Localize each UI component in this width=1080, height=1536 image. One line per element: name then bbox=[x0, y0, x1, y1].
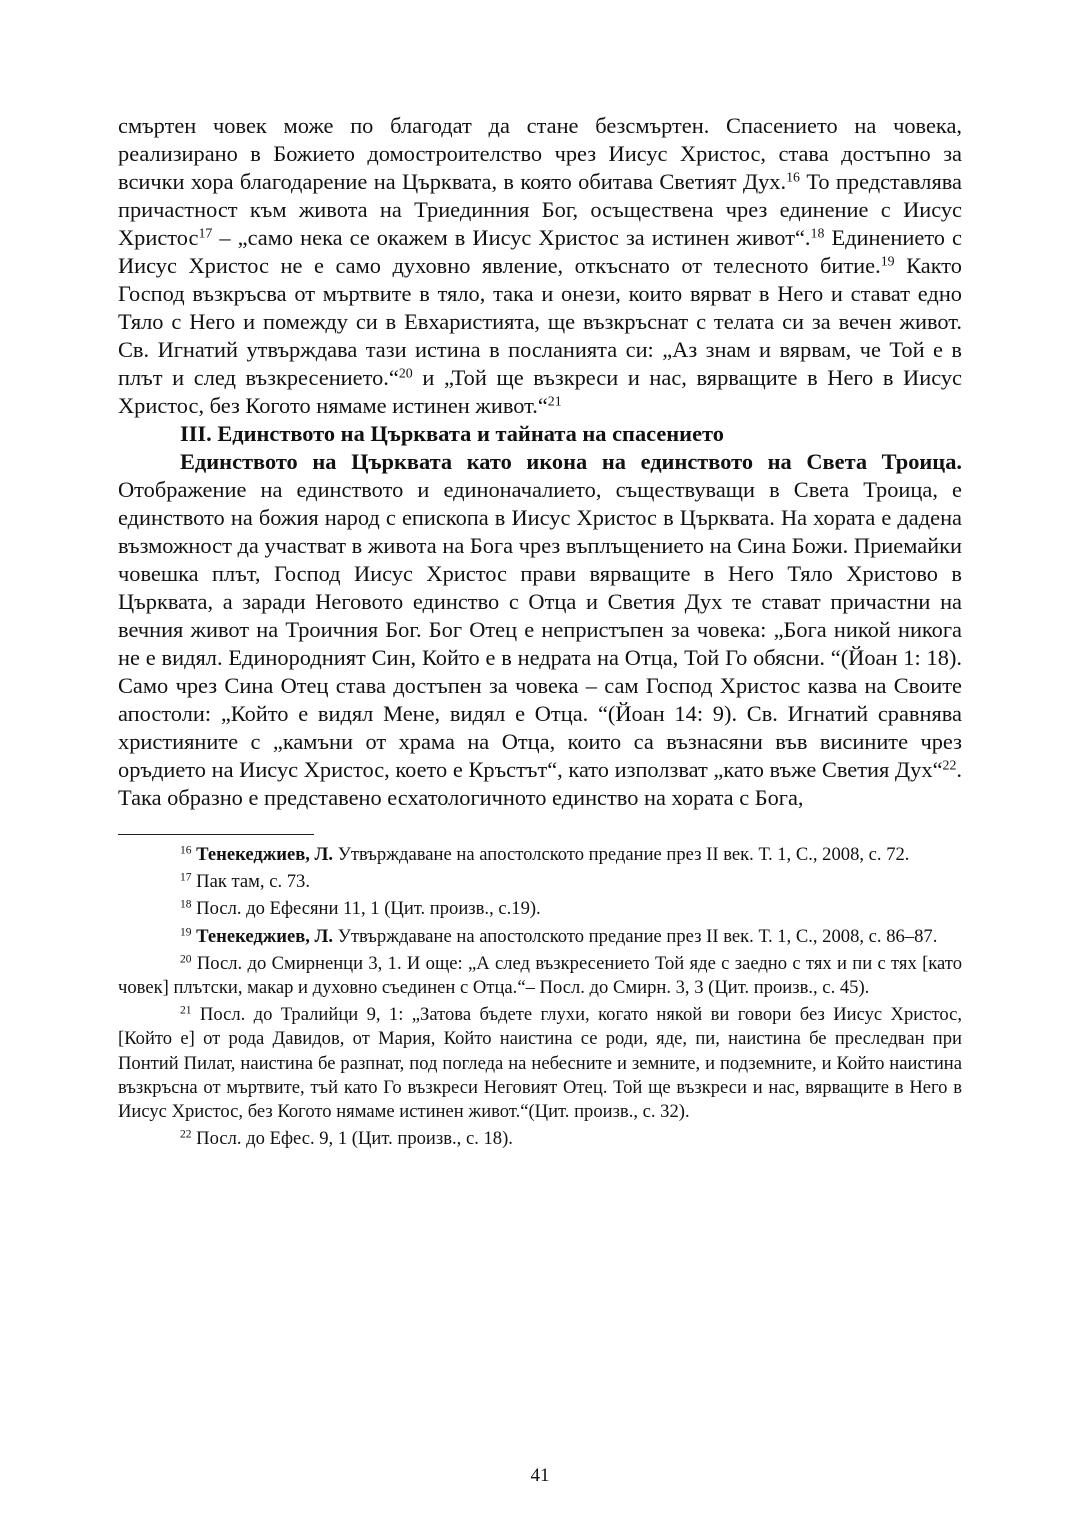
page-content bbox=[118, 112, 962, 1154]
footnote-22 bbox=[118, 1127, 962, 1151]
footnote-number: 18 bbox=[180, 899, 192, 912]
footnote-16 bbox=[118, 843, 962, 867]
section-heading: III. Единството на Църквата и тайната на спасението bbox=[180, 421, 724, 446]
footnote-number: 20 bbox=[180, 953, 192, 966]
footnote-19 bbox=[118, 925, 962, 949]
footnote-ref[interactable]: 20 bbox=[398, 366, 413, 382]
footnote-21 bbox=[118, 1003, 962, 1124]
text-run: смъртен човек може по благодат да стане безсмъртен. Спасението на човека, реализирано в Божието домостроителство чрез Иисус Христос, става достъпно за всички хора благодарение на Църквата, в която обитава Светият Дух. bbox=[118, 113, 962, 194]
footnote-20 bbox=[118, 952, 962, 1000]
footnote-number: 21 bbox=[180, 1004, 192, 1017]
page-number: 41 bbox=[530, 1465, 550, 1486]
footnote-number: 22 bbox=[180, 1128, 192, 1141]
body-paragraph-2 bbox=[118, 448, 962, 812]
footnote-text: Утвърждаване на апостолското предание през II век. Т. 1, С., 2008, с. 86–87. bbox=[333, 925, 938, 947]
text-run: То представлява причастност към живота на Триединния Бог, осъществена чрез единение с Иисус Христос bbox=[118, 169, 962, 250]
footnote-ref[interactable]: 22 bbox=[942, 758, 957, 774]
text-run: Отображение на единството и единоначалието, съществуващи в Света Троица, е единството на божия народ с епископа в Иисус Христос в Църквата. На хората е дадена възможност да участват в живота на Бога чрез въплъщението на Сина Божи. Приемайки човешка плът, Господ Иисус Христос прави вярващите в Него Тяло Христово в Църквата, а заради Неговото единство с Отца и Светия Дух те стават причастни на вечния живот на Троичния Бог. Бог Отец е непристъпен за човека: „Бога никой никога не е видял. Единородният Син, Който е в недрата на Отца, Той Го обясни. “(Йоан 1: 18). Само чрез Сина Отец става достъпен за човека – сам Господ Христос казва на Своите апостоли: „Който е видял Мене, видял е Отца. “(Йоан 14: 9). Св. Игнатий сравнява християните с „камъни от храма на Отца, които са възнасяни във висините чрез оръдието на Иисус Христос, което е Кръстът“, като използват „като въже Светия Дух“ bbox=[118, 477, 962, 782]
text-run: – „само нека се окажем в Иисус Христос за истинен живот“. bbox=[212, 225, 811, 250]
footnote-text: Пак там, с. 73. bbox=[191, 871, 310, 893]
footnote-ref[interactable]: 16 bbox=[786, 170, 800, 186]
footnote-text: Утвърждаване на апостолското предание през II век. Т. 1, С., 2008, с. 72. bbox=[333, 844, 910, 865]
footnote-divider bbox=[118, 834, 314, 835]
body-paragraph-1 bbox=[118, 112, 962, 420]
footnote-ref[interactable]: 21 bbox=[547, 394, 562, 410]
footnote-author: Тенекеджиев, Л. bbox=[196, 844, 334, 865]
footnote-text: Посл. до Ефесяни 11, 1 (Цит. произв., с.19). bbox=[191, 898, 541, 920]
footnote-ref[interactable]: 19 bbox=[880, 254, 895, 270]
text-run: Както Господ възкръсва от мъртвите в тяло, така и онези, които вярват в Него и стават едно Тяло с Него и помежду си в Евхаристията, ще възкръснат с телата си за вечен живот. Св. Игнатий утвърждава тази истина в посланията си: „Аз знам и вярвам, че Той е в плът и след възкресението.“ bbox=[118, 253, 962, 390]
footnote-text: Посл. до Смирненци 3, 1. И още: „А след възкресението Той яде с заедно с тях и пи с тях [като човек] плътски, макар и духовно съединен с Отца.“– Посл. до Смирн. 3, 3 (Цит. произв., с. 45). bbox=[118, 952, 962, 999]
footnote-number: 19 bbox=[180, 926, 192, 939]
footnote-17 bbox=[118, 870, 962, 894]
footnote-number: 17 bbox=[180, 871, 192, 884]
footnote-ref[interactable]: 17 bbox=[198, 226, 213, 242]
footnotes bbox=[118, 843, 962, 1151]
subsection-title: Единството на Църквата като икона на единството на Света Троица. bbox=[180, 449, 962, 474]
text-run: и „Той ще възкреси и нас, вярващите в Него в Иисус Христос, без Когото нямаме истинен живот.“ bbox=[118, 365, 962, 418]
footnote-text: Посл. до Ефес. 9, 1 (Цит. произв., с. 18). bbox=[191, 1128, 513, 1150]
footnote-number: 16 bbox=[180, 844, 192, 857]
footnote-author: Тенекеджиев, Л. bbox=[196, 925, 334, 947]
footnote-18 bbox=[118, 897, 962, 921]
footnote-text: Посл. до Тралийци 9, 1: „Затова бъдете глухи, когато някой ви говори без Иисус Христос, [Който е] от рода Давидов, от Мария, Който наистина се роди, яде, пи, наистина бе преследван при Понтий Пилат, наистина бе разпнат, под погледа на небесните и земните, и подземните, и Който наистина възкръсна от мъртвите, тъй като Го възкреси Неговият Отец. Той ще възкреси и нас, вярващите в Него в Иисус Христос, без Когото нямаме истинен живот.“(Цит. произв., с. 32). bbox=[118, 1004, 962, 1123]
footnote-ref[interactable]: 18 bbox=[810, 226, 825, 242]
text-run: . Така образно е представено есхатологичното единство на хората с Бога, bbox=[118, 757, 962, 810]
text-run: Единението с Иисус Христос не е само духовно явление, откъснато от телесното битие. bbox=[118, 225, 962, 278]
